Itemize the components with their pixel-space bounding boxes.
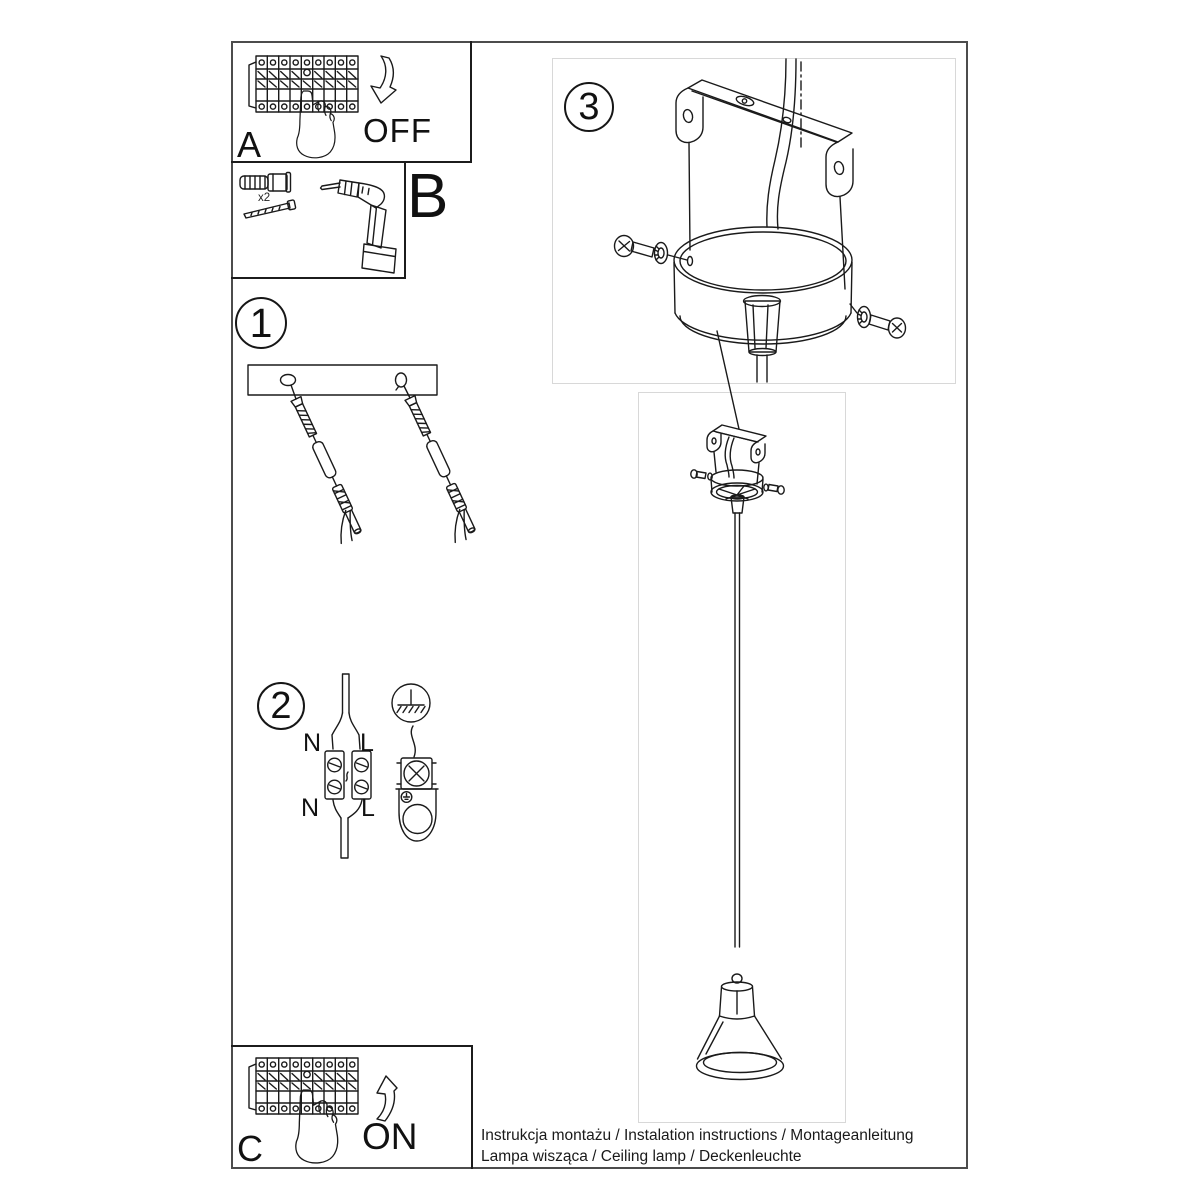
step-1-badge (235, 297, 287, 349)
power-on-label: ON (362, 1116, 418, 1157)
pendant-detail-box (638, 392, 846, 1123)
panel-a-label: A (237, 124, 262, 165)
panel-b-box (231, 163, 406, 279)
wire-label-line-top: L (360, 729, 374, 757)
step-3-number: 3 (578, 85, 600, 128)
panel-c-box (231, 1045, 473, 1169)
wire-label-neutral-top: N (303, 729, 322, 757)
panel-a-box (231, 41, 472, 163)
wire-label-line-bottom: L (361, 794, 375, 822)
anchor-quantity-label: x2 (258, 192, 271, 204)
footer-product-line: Lampa wisząca / Ceiling lamp / Deckenleuchte (481, 1148, 802, 1165)
step-1-number: 1 (249, 299, 273, 346)
step-2-badge (257, 682, 305, 730)
panel-b-label: B (407, 162, 449, 231)
power-off-label: OFF (363, 112, 432, 149)
step-3-badge (564, 82, 614, 132)
wire-label-neutral-bottom: N (301, 794, 320, 822)
footer-title-line: Instrukcja montażu / Instalation instructions / Montageanleitung (481, 1127, 914, 1144)
step-2-number: 2 (270, 684, 292, 727)
panel-c-label: C (237, 1128, 263, 1169)
